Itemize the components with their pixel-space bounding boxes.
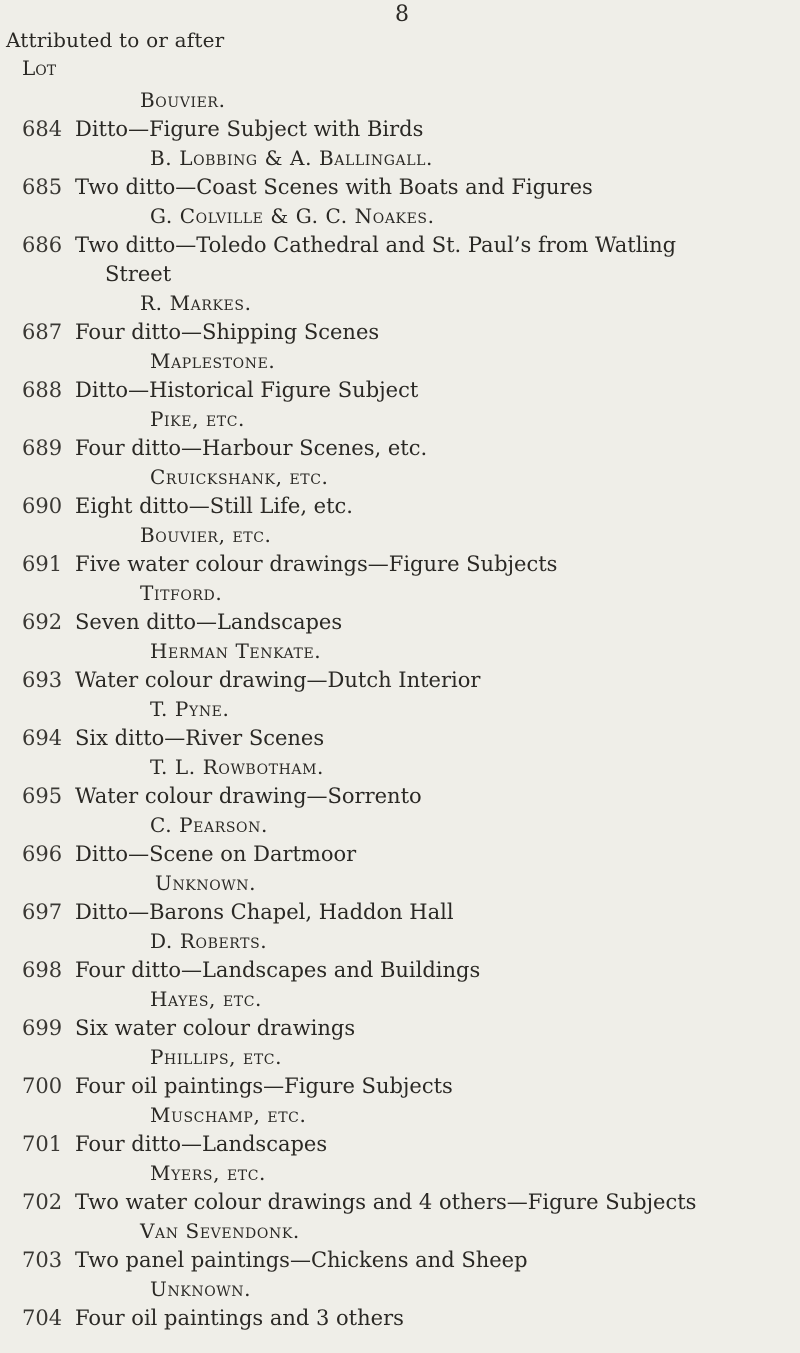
lot-entry: [0, 782, 800, 811]
lot-description-continuation: Street: [105, 262, 172, 286]
lot-entry: [0, 231, 800, 260]
lot-number: 692: [22, 610, 63, 634]
lot-description: Six ditto—River Scenes: [75, 726, 325, 750]
artist-attribution: Hayes, etc.: [150, 987, 262, 1011]
artist-attribution: Myers, etc.: [150, 1161, 267, 1185]
lot-entry: [0, 376, 800, 405]
artist-line: [0, 202, 800, 231]
lot-entry: [0, 115, 800, 144]
lot-number: 691: [22, 552, 63, 576]
lot-entry: [0, 898, 800, 927]
lot-entry: [0, 840, 800, 869]
catalogue-header: Attributed to or after: [6, 28, 225, 52]
lot-description: Water colour drawing—Dutch Interior: [75, 668, 481, 692]
preface-line: [0, 86, 800, 115]
lot-description: Four ditto—Landscapes and Buildings: [75, 958, 481, 982]
lot-description: Seven ditto—Landscapes: [75, 610, 343, 634]
lot-entry: [0, 1304, 800, 1333]
artist-line: [0, 1275, 800, 1304]
artist-attribution: Cruickshank, etc.: [150, 465, 329, 489]
artist-line: [0, 463, 800, 492]
lot-description: Ditto—Barons Chapel, Haddon Hall: [75, 900, 454, 924]
artist-attribution: Unknown.: [155, 871, 257, 895]
artist-line: [0, 811, 800, 840]
artist-attribution: G. Colville & G. C. Noakes.: [150, 204, 435, 228]
artist-line: [0, 753, 800, 782]
lot-description: Five water colour drawings—Figure Subjects: [75, 552, 558, 576]
artist-line: [0, 1101, 800, 1130]
artist-line: [0, 144, 800, 173]
artist-attribution: Muschamp, etc.: [150, 1103, 307, 1127]
artist-line: [0, 579, 800, 608]
lot-entry: [0, 666, 800, 695]
lot-description: Four ditto—Harbour Scenes, etc.: [75, 436, 428, 460]
lot-number: 699: [22, 1016, 63, 1040]
lot-description: Two panel paintings—Chickens and Sheep: [75, 1248, 528, 1272]
artist-attribution: T. Pyne.: [150, 697, 230, 721]
lot-description: Ditto—Scene on Dartmoor: [75, 842, 357, 866]
artist-attribution: Unknown.: [150, 1277, 252, 1301]
artist-line: [0, 1217, 800, 1246]
artist-attribution: Bouvier.: [140, 88, 226, 112]
lot-number: 688: [22, 378, 63, 402]
artist-line: [0, 347, 800, 376]
lot-number: 697: [22, 900, 63, 924]
lot-number: 690: [22, 494, 63, 518]
artist-attribution: B. Lobbing & A. Ballingall.: [150, 146, 434, 170]
lot-number: 693: [22, 668, 63, 692]
artist-line: [0, 1159, 800, 1188]
artist-line: [0, 289, 800, 318]
lot-description: Ditto—Historical Figure Subject: [75, 378, 419, 402]
lot-number: 701: [22, 1132, 63, 1156]
lot-description: Four oil paintings—Figure Subjects: [75, 1074, 453, 1098]
lot-description: Eight ditto—Still Life, etc.: [75, 494, 353, 518]
artist-attribution: Pike, etc.: [150, 407, 246, 431]
artist-line: [0, 927, 800, 956]
lot-number: 685: [22, 175, 63, 199]
lot-entry: [0, 1014, 800, 1043]
lot-description: Two ditto—Coast Scenes with Boats and Figures: [75, 175, 593, 199]
lot-entry: [0, 956, 800, 985]
lot-number: 703: [22, 1248, 63, 1272]
artist-attribution: T. L. Rowbotham.: [150, 755, 325, 779]
artist-attribution: R. Markes.: [140, 291, 252, 315]
lot-entry: [0, 492, 800, 521]
lot-entry: [0, 1246, 800, 1275]
lot-number: 684: [22, 117, 63, 141]
artist-attribution: C. Pearson.: [150, 813, 268, 837]
artist-line: [0, 869, 800, 898]
artist-attribution: Van Sevendonk.: [140, 1219, 300, 1243]
lot-number: 687: [22, 320, 63, 344]
lot-description: Ditto—Figure Subject with Birds: [75, 117, 424, 141]
lot-description: Four ditto—Shipping Scenes: [75, 320, 380, 344]
lot-entry: [0, 434, 800, 463]
lot-number: 698: [22, 958, 63, 982]
artist-line: [0, 521, 800, 550]
lot-entry: [0, 1188, 800, 1217]
lot-description-continued: [0, 260, 800, 289]
artist-line: [0, 405, 800, 434]
lot-description: Two water colour drawings and 4 others—Figure Subjects: [75, 1190, 697, 1214]
lot-number: 689: [22, 436, 63, 460]
lot-entry: [0, 1072, 800, 1101]
artist-line: [0, 985, 800, 1014]
lot-list: [0, 86, 800, 1333]
lot-number: 702: [22, 1190, 63, 1214]
lot-entry: [0, 550, 800, 579]
lot-description: Two ditto—Toledo Cathedral and St. Paul’s from Watling: [75, 233, 677, 257]
lot-number: 694: [22, 726, 63, 750]
lot-entry: [0, 1130, 800, 1159]
lot-entry: [0, 724, 800, 753]
lot-number: 700: [22, 1074, 63, 1098]
lot-number: 686: [22, 233, 63, 257]
lot-description: Four ditto—Landscapes: [75, 1132, 328, 1156]
lot-number: 696: [22, 842, 63, 866]
page-number: 8: [395, 2, 409, 27]
artist-attribution: Bouvier, etc.: [140, 523, 272, 547]
lot-description: Water colour drawing—Sorrento: [75, 784, 422, 808]
lot-number: 695: [22, 784, 63, 808]
artist-line: [0, 1043, 800, 1072]
lot-entry: [0, 318, 800, 347]
lot-description: Six water colour drawings: [75, 1016, 356, 1040]
lot-number: 704: [22, 1306, 63, 1330]
artist-attribution: D. Roberts.: [150, 929, 268, 953]
artist-line: [0, 637, 800, 666]
lot-entry: [0, 173, 800, 202]
artist-attribution: Maplestone.: [150, 349, 276, 373]
lot-column-label: Lot: [22, 56, 57, 80]
lot-description: Four oil paintings and 3 others: [75, 1306, 404, 1330]
artist-attribution: Titford.: [140, 581, 223, 605]
artist-attribution: Phillips, etc.: [150, 1045, 283, 1069]
artist-attribution: Herman Tenkate.: [150, 639, 322, 663]
lot-entry: [0, 608, 800, 637]
artist-line: [0, 695, 800, 724]
